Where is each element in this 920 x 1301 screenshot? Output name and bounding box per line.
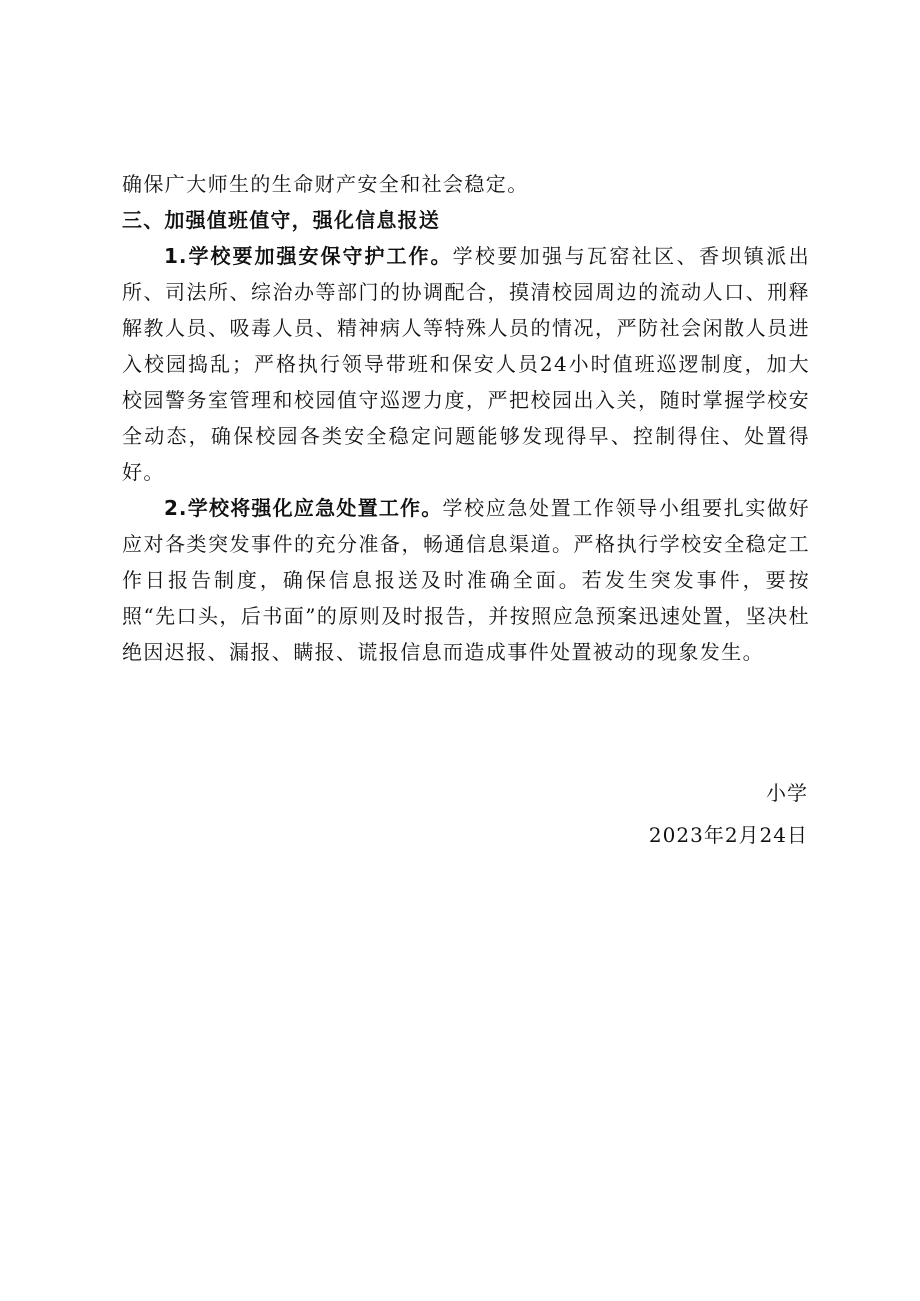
item-1-lead: 1.学校要加强安保守护工作。 [164,244,453,268]
document-body [122,166,810,670]
item-2-body: 学校应急处置工作领导小组要扎实做好应对各类突发事件的充分准备，畅通信息渠道。严格执行学校安全稳定工作日报告制度，确保信息报送及时准确全面。若发生突发事件，要按照“先口头，后书面”的原则及时报告，并按照应急预案迅速处置，坚决杜绝因迟报、漏报、瞒报、谎报信息而造成事件处置被动的现象发生。 [122,496,810,664]
item-2-lead: 2.学校将强化应急处置工作。 [164,496,443,520]
signature-date: 2023年2月24日 [648,823,808,847]
section-heading: 三、加强值班值守，强化信息报送 [122,208,440,232]
intro-paragraph: 确保广大师生的生命财产安全和社会稳定。 [122,172,529,196]
item-1-paragraph [122,238,810,490]
signature-block [649,772,808,856]
item-2-paragraph [122,490,810,670]
item-1-body: 学校要加强与瓦窑社区、香坝镇派出所、司法所、综治办等部门的协调配合，摸清校园周边的流动人口、刑释解教人员、吸毒人员、精神病人等特殊人员的情况，严防社会闲散人员进入校园捣乱；严格执行领导带班和保安人员24小时值班巡逻制度，加大校园警务室管理和校园值守巡逻力度，严把校园出入关，随时掌握学校安全动态，确保校园各类安全稳定问题能够发现得早、控制得住、处置得好。 [122,244,811,484]
signature-org: 小学 [766,781,808,805]
